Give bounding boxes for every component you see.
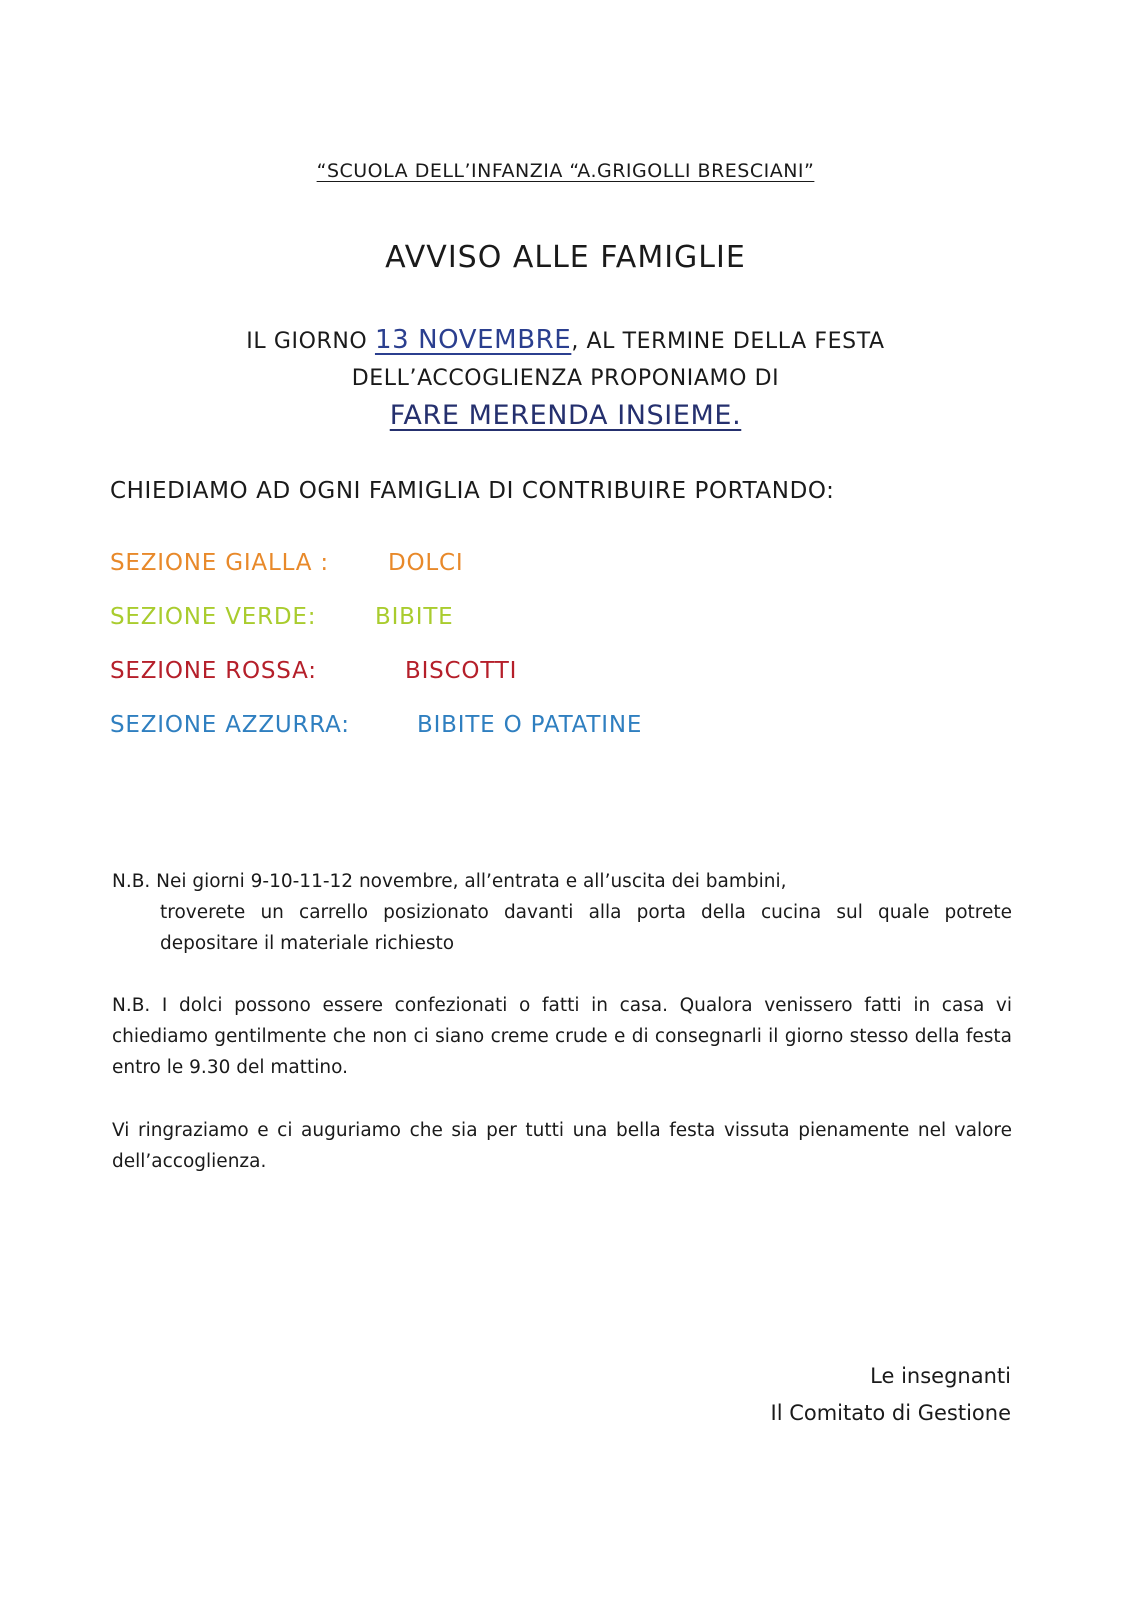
- section-item: BISCOTTI: [405, 658, 518, 684]
- section-label: SEZIONE AZZURRA:: [110, 712, 350, 738]
- section-green: [110, 604, 454, 630]
- section-label: SEZIONE ROSSA:: [110, 658, 317, 684]
- event-date: 13 NOVEMBRE: [374, 325, 572, 355]
- school-name: “SCUOLA DELL’INFANZIA “A.GRIGOLLI BRESCIANI”: [316, 160, 815, 182]
- thanks-paragraph: Vi ringraziamo e ci auguriamo che sia per tutti una bella festa vissuta pienamente nel valore dell’accoglienza.: [112, 1120, 1012, 1172]
- section-item: BIBITE: [375, 604, 454, 630]
- announcement-line-1: IL GIORNO 13 NOVEMBRE, AL TERMINE DELLA FESTA: [246, 325, 885, 355]
- section-yellow: [110, 550, 464, 576]
- section-label: SEZIONE VERDE:: [110, 604, 317, 630]
- section-blue: [110, 712, 643, 738]
- section-item: DOLCI: [388, 550, 464, 576]
- note-sweets: N.B. I dolci possono essere confezionati o fatti in casa. Qualora venissero fatti in casa vi chiediamo gentilmente che non ci siano creme crude e di consegnarli il giorno stesso della festa entro le 9.30 del mattino.: [112, 995, 1012, 1078]
- section-item: BIBITE O PATATINE: [417, 712, 643, 738]
- contribution-request: CHIEDIAMO AD OGNI FAMIGLIA DI CONTRIBUIRE PORTANDO:: [110, 478, 835, 504]
- note-delivery: N.B. Nei giorni 9-10-11-12 novembre, all’entrata e all’uscita dei bambini, troverete un carrello posizionato davanti alla porta della cucina sul quale potrete depositare il materiale richiesto: [112, 871, 1012, 954]
- section-red: [110, 658, 518, 684]
- signature: [771, 1358, 1012, 1432]
- announcement-line-2: DELL’ACCOGLIENZA PROPONIAMO DI: [351, 366, 780, 391]
- notice-title: AVVISO ALLE FAMIGLIE: [385, 240, 746, 275]
- section-label: SEZIONE GIALLA :: [110, 550, 329, 576]
- signature-teachers: Le insegnanti: [870, 1364, 1011, 1388]
- announcement-headline: FARE MERENDA INSIEME.: [389, 400, 742, 431]
- signature-committee: Il Comitato di Gestione: [770, 1401, 1011, 1425]
